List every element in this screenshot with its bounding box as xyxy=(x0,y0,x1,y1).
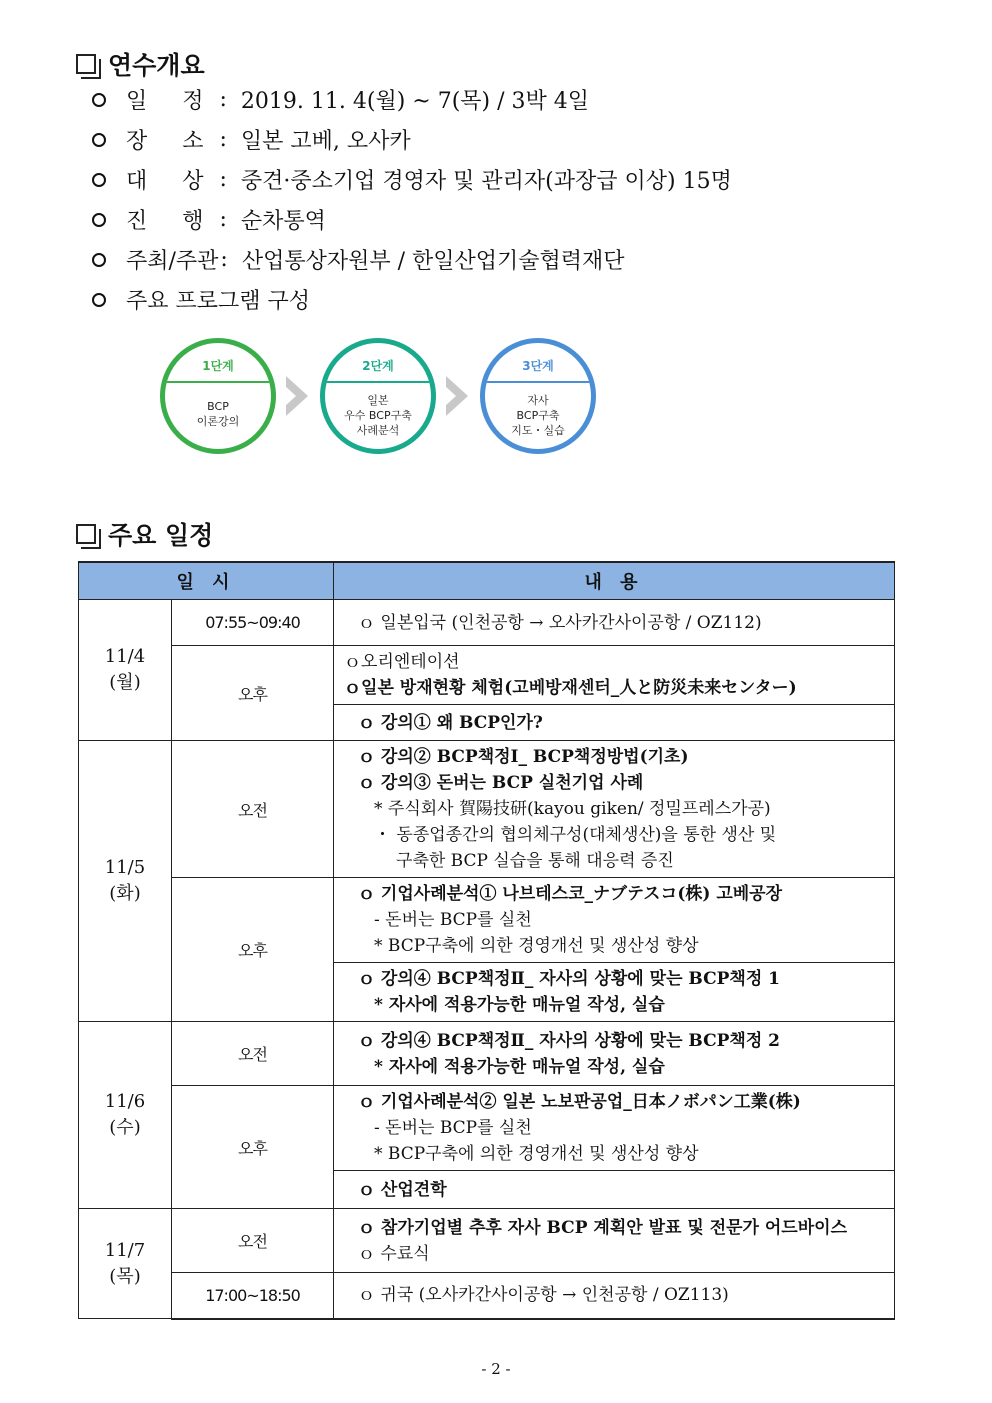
circle-bullet-icon xyxy=(92,173,106,187)
content-line: ｏ 강의③ 돈버는 BCP 실천기업 사례 xyxy=(358,773,644,793)
overview-value: 중견·중소기업 경영자 및 관리자(과장급 이상) 15명 xyxy=(240,169,732,194)
overview-label: 장 소 xyxy=(126,129,218,154)
content-line: ｏ 기업사례분석① 나브테스코_ナブテスコ(株) 고베공장 xyxy=(358,884,783,904)
circle-bullet-icon xyxy=(92,293,106,307)
table-row xyxy=(79,1273,895,1319)
overview-heading xyxy=(76,46,205,82)
overview-label: 대 상 xyxy=(126,169,218,194)
time-cell: 오전 xyxy=(172,1022,334,1086)
date-value: 11/5 xyxy=(104,857,146,878)
content-cell xyxy=(334,600,895,646)
step-circle xyxy=(320,338,436,454)
date-value: 11/4 xyxy=(104,646,146,667)
time-cell: 오후 xyxy=(172,646,334,741)
weekday-value: (월) xyxy=(109,672,141,693)
overview-title: 연수개요 xyxy=(108,51,205,80)
table-row xyxy=(79,741,895,878)
content-line: ｏ 일본입국 (인천공항 → 오사카간사이공항 / OZ112) xyxy=(358,612,762,633)
step-body xyxy=(329,393,427,438)
table-row xyxy=(79,600,895,646)
content-line: - 돈버는 BCP를 실천 xyxy=(374,910,532,930)
time-cell: 17:00~18:50 xyxy=(172,1273,334,1319)
overview-row xyxy=(92,84,589,115)
content-cell xyxy=(334,1209,895,1273)
overview-row xyxy=(92,164,732,195)
content-cell xyxy=(334,1086,895,1171)
circle-bullet-icon xyxy=(92,253,106,267)
time-cell: 오후 xyxy=(172,878,334,1022)
weekday-value: (수) xyxy=(109,1117,141,1138)
step-title: 1단계 xyxy=(202,359,234,373)
step-divider xyxy=(165,381,271,383)
step-body xyxy=(169,399,267,429)
circle-bullet-icon xyxy=(92,133,106,147)
table-row xyxy=(79,1022,895,1086)
table-row xyxy=(79,1209,895,1273)
content-line: ｏ 강의① 왜 BCP인가? xyxy=(358,712,543,733)
content-cell xyxy=(334,963,895,1022)
overview-value: 2019. 11. 4(월) ~ 7(목) / 3박 4일 xyxy=(240,89,590,114)
content-line: * 자사에 적용가능한 매뉴얼 작성, 실습 xyxy=(374,1056,665,1077)
date-cell xyxy=(79,600,172,741)
content-line: ｏ 참가기업별 추후 자사 BCP 계획안 발표 및 전문가 어드바이스 xyxy=(358,1217,847,1238)
overview-label: 진 행 xyxy=(126,209,218,234)
overview-value: 일본 고베, 오사카 xyxy=(240,129,411,154)
content-cell xyxy=(334,705,895,741)
step-circle xyxy=(160,338,276,454)
date-value: 11/7 xyxy=(104,1239,146,1261)
date-cell xyxy=(79,741,172,1022)
step-line: BCP xyxy=(207,400,229,413)
overview-row xyxy=(92,284,310,315)
content-line: ・ 동종업종간의 협의체구성(대체생산)을 통한 생산 및 xyxy=(374,825,777,845)
content-line: * 자사에 적용가능한 매뉴얼 작성, 실습 xyxy=(374,995,665,1015)
content-cell xyxy=(334,1273,895,1319)
header-date: 일 시 xyxy=(79,562,334,600)
chevron-right-icon xyxy=(446,376,468,416)
overview-row xyxy=(92,204,326,235)
overview-row xyxy=(92,124,411,155)
content-line: * 주식회사 賀陽技研(kayou giken/ 정밀프레스가공) xyxy=(374,799,771,819)
content-line: ｏ 수료식 xyxy=(358,1243,430,1264)
time-cell: 오전 xyxy=(172,741,334,878)
circle-bullet-icon xyxy=(92,213,106,227)
content-line: ｏ일본 방재현황 체험(고베방재센터_人と防災未来センター) xyxy=(344,678,797,698)
table-row xyxy=(79,1086,895,1171)
overview-separator: : xyxy=(219,127,227,152)
overview-value: 산업통상자원부 / 한일산업기술협력재단 xyxy=(241,249,625,274)
step-line: 사례분석 xyxy=(356,424,400,437)
content-cell xyxy=(334,1022,895,1086)
content-line: - 돈버는 BCP를 실천 xyxy=(374,1118,532,1138)
time-cell: 07:55~09:40 xyxy=(172,600,334,646)
step-body xyxy=(489,393,587,438)
checkbox-square-icon xyxy=(76,54,96,74)
step-line: 지도・실습 xyxy=(511,424,565,437)
chevron-right-icon xyxy=(286,376,308,416)
overview-separator: : xyxy=(219,167,227,192)
content-cell xyxy=(334,1171,895,1209)
content-line: ｏ 강의④ BCP책정Ⅱ_ 자사의 상황에 맞는 BCP책정 1 xyxy=(358,969,781,989)
table-row xyxy=(79,646,895,705)
step-line: 일본 xyxy=(367,394,389,407)
content-line: 구축한 BCP 실습을 통해 대응력 증진 xyxy=(396,851,674,871)
schedule-heading xyxy=(76,516,213,552)
step-line: 자사 xyxy=(527,394,549,407)
page-number: - 2 - xyxy=(481,1360,511,1378)
header-content: 내 용 xyxy=(334,562,895,600)
circle-bullet-icon xyxy=(92,93,106,107)
content-line: ｏ오리엔테이션 xyxy=(344,652,460,672)
schedule-title: 주요 일정 xyxy=(108,521,214,550)
schedule-table xyxy=(78,561,895,1320)
time-cell: 오전 xyxy=(172,1209,334,1273)
overview-value: 주요 프로그램 구성 xyxy=(126,289,311,314)
weekday-value: (화) xyxy=(109,883,141,904)
content-line: * BCP구축에 의한 경영개선 및 생산성 향상 xyxy=(374,936,699,956)
date-cell xyxy=(79,1022,172,1209)
overview-label: 일 정 xyxy=(126,89,218,114)
overview-separator: : xyxy=(219,207,227,232)
content-line: ｏ 강의② BCP책정Ⅰ_ BCP책정방법(기초) xyxy=(358,747,689,767)
date-value: 11/6 xyxy=(104,1091,146,1112)
time-cell: 오후 xyxy=(172,1086,334,1209)
overview-separator: : xyxy=(219,87,227,112)
step-circle xyxy=(480,338,596,454)
step-divider xyxy=(325,381,431,383)
content-line: ｏ 귀국 (오사카간사이공항 → 인천공항 / OZ113) xyxy=(358,1285,729,1306)
step-line: 우수 BCP구축 xyxy=(344,409,412,422)
overview-separator: : xyxy=(220,247,228,272)
overview-label: 주최/주관 xyxy=(126,249,219,274)
content-cell xyxy=(334,646,895,705)
checkbox-square-icon xyxy=(76,524,96,544)
step-title: 3단계 xyxy=(522,359,554,373)
date-cell xyxy=(79,1209,172,1319)
step-divider xyxy=(485,381,591,383)
step-line: 이론강의 xyxy=(196,415,240,428)
content-cell xyxy=(334,741,895,878)
content-line: ｏ 강의④ BCP책정Ⅱ_ 자사의 상황에 맞는 BCP책정 2 xyxy=(358,1030,781,1051)
content-line: ｏ 기업사례분석② 일본 노보판공업_日本ノボパン工業(株) xyxy=(358,1092,801,1112)
overview-row xyxy=(92,244,625,275)
overview-value: 순차통역 xyxy=(240,209,326,234)
content-line: * BCP구축에 의한 경영개선 및 생산성 향상 xyxy=(374,1144,699,1164)
weekday-value: (목) xyxy=(109,1265,141,1287)
step-line: BCP구축 xyxy=(516,409,560,422)
content-cell xyxy=(334,878,895,963)
table-row xyxy=(79,878,895,963)
step-title: 2단계 xyxy=(362,359,394,373)
content-line: ｏ 산업견학 xyxy=(358,1179,447,1200)
